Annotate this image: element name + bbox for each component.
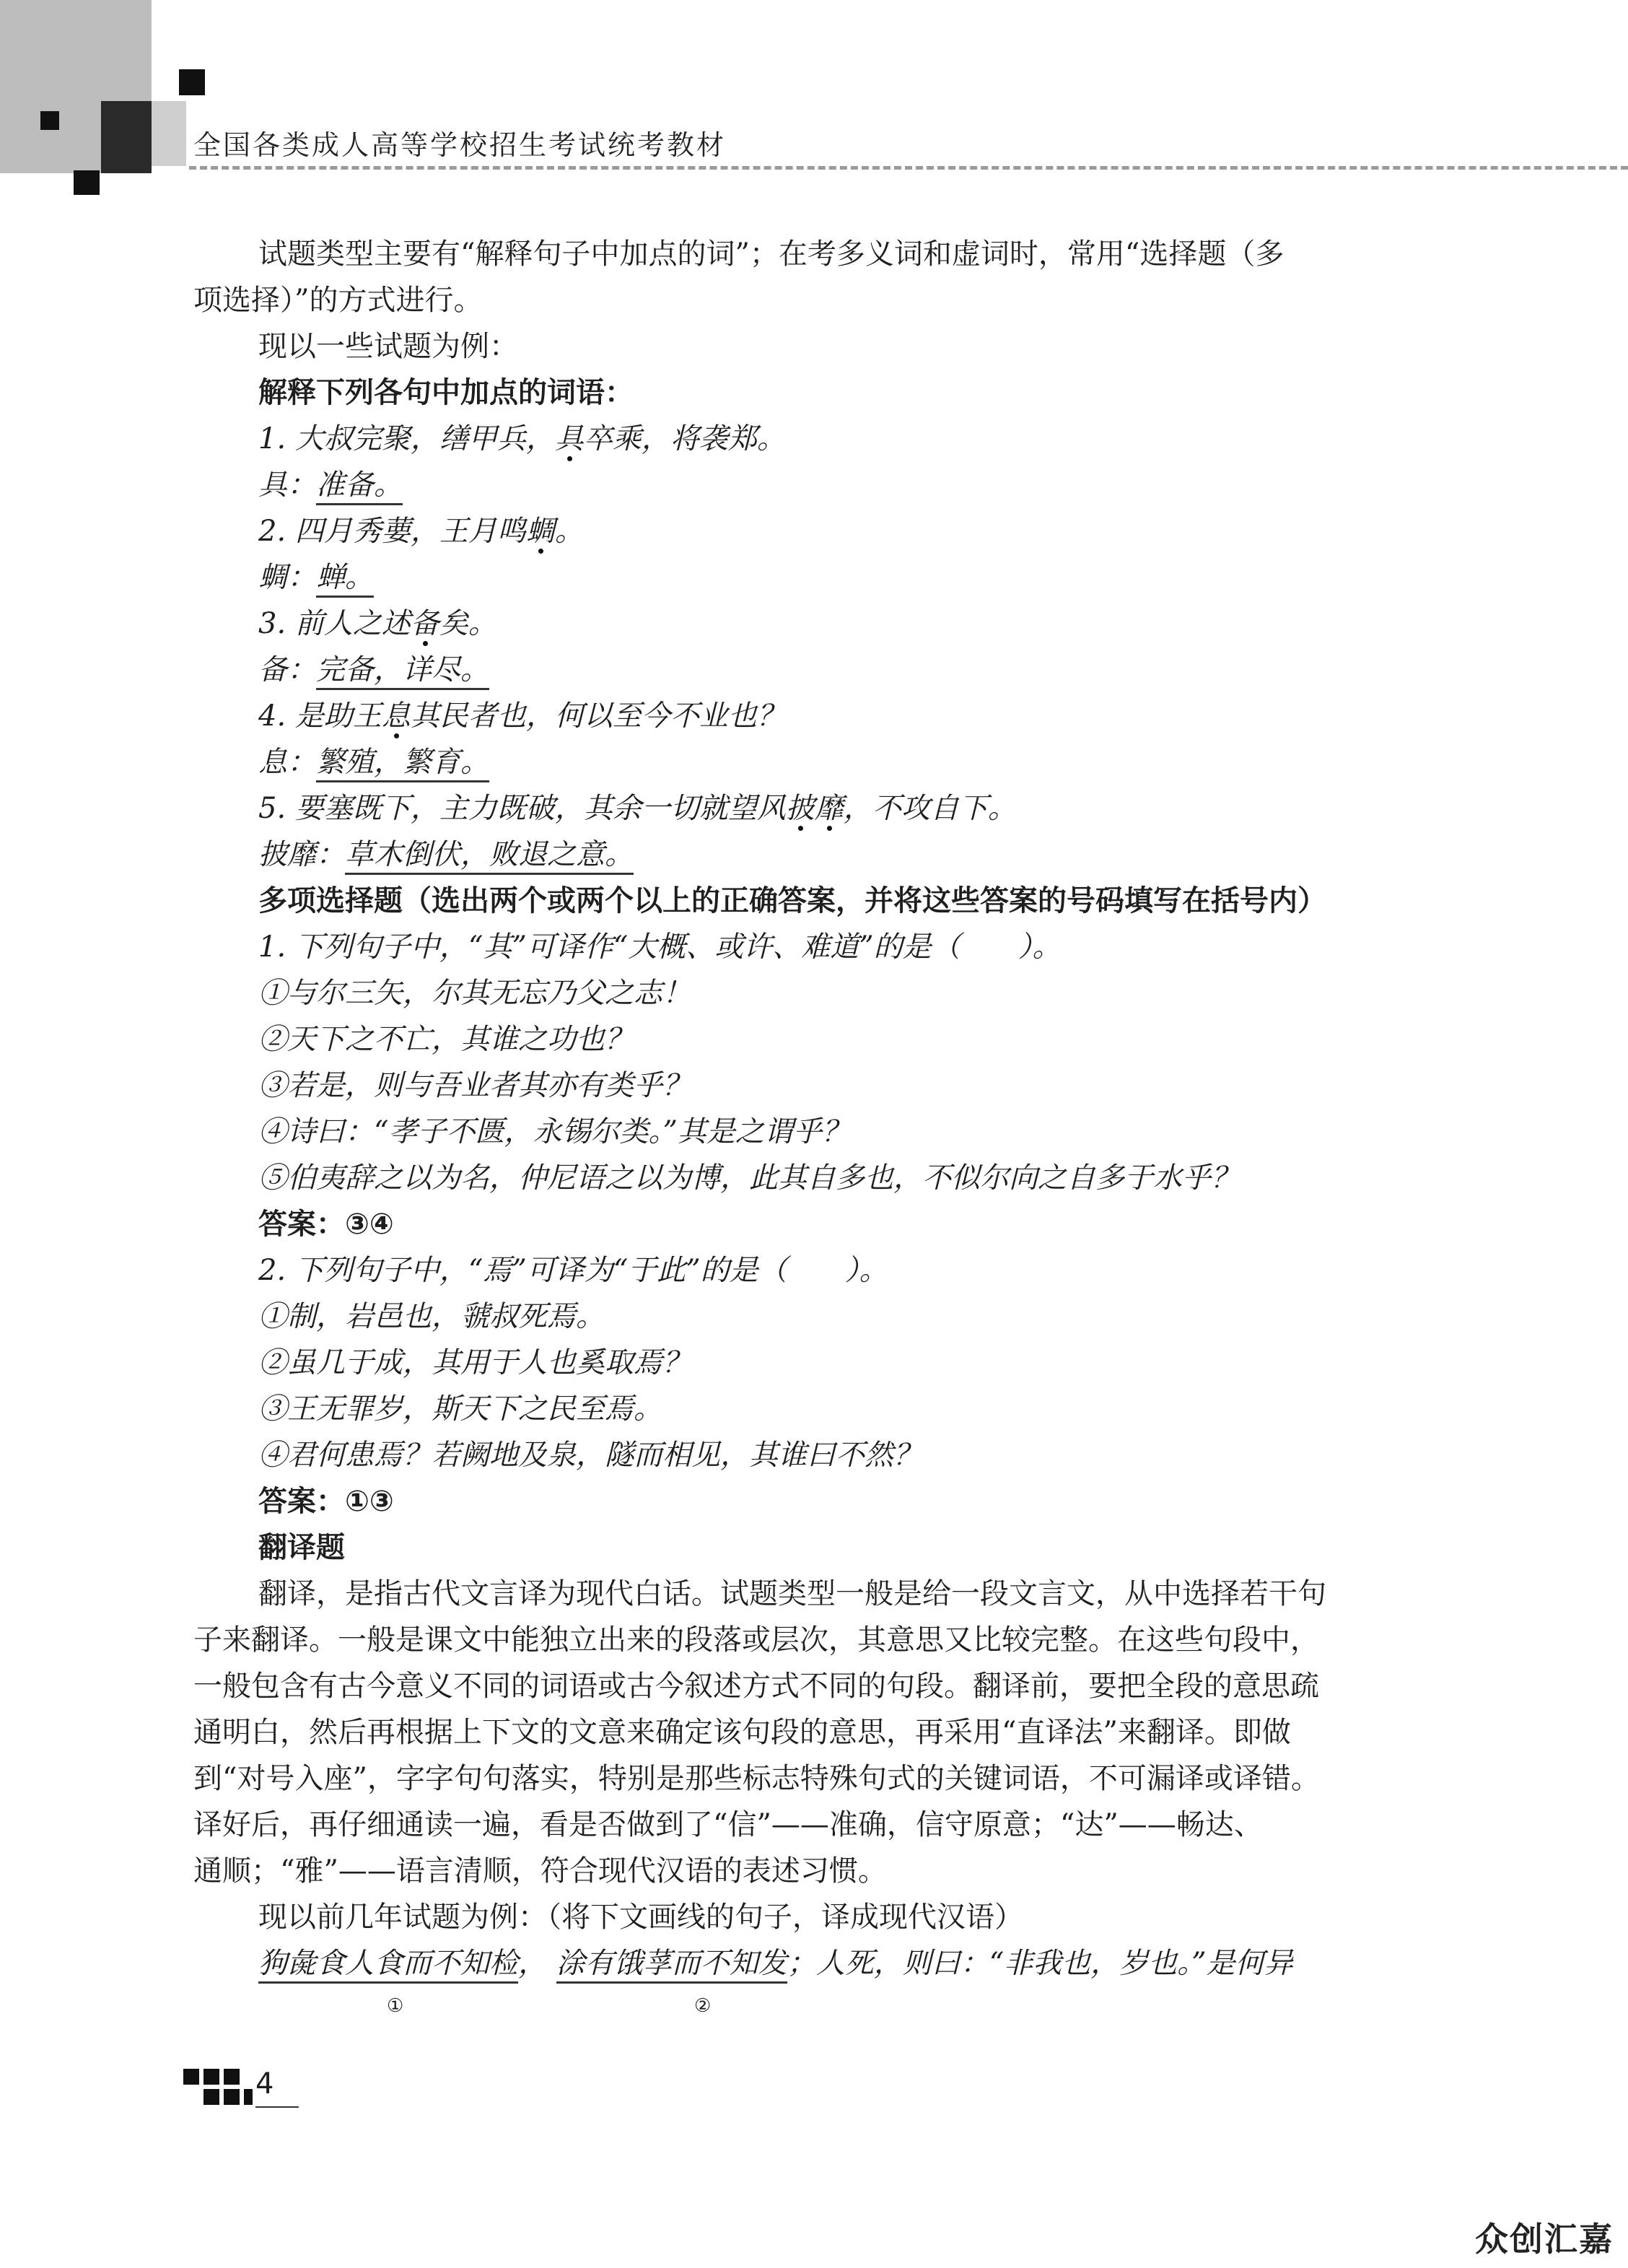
header-dashed-rule [189,166,1628,170]
footer-decoration-square [224,2089,240,2105]
underlined-sentence-2: 涂有饿莩而不知发 [556,1947,787,1984]
page-number: 4 [255,2067,274,2101]
paragraph-line: 一般包含有古今意义不同的词语或古今叙述方式不同的句段。翻译前，要把全段的意思疏 [193,1670,1319,1703]
question-line [258,785,1017,832]
footer-decoration-square [224,2069,240,2085]
paragraph-line: 通顺；“雅”——语言清顺，符合现代汉语的表述习惯。 [193,1854,887,1888]
paragraph-line: 译好后，再仔细通读一遍，看是否做到了“信”——准确，信守原意；“达”——畅达、 [193,1808,1263,1841]
example-passage-line [258,1940,1293,1986]
section-heading-multi: 多项选择题（选出两个或两个以上的正确答案，并将这些答案的号码填写在括号内） [258,884,1326,917]
answer-label: 备： [258,653,316,686]
answer-text: 草木倒伏，败退之意。 [345,838,634,875]
question-line [258,416,786,462]
watermark: 众创汇嘉 [1475,2220,1614,2259]
option-line: ②虽几于成，其用于人也奚取焉？ [258,1346,691,1379]
dotted-word: 蜩 [525,515,555,548]
option-line: ①与尔三矢，尔其无忘乃父之志！ [258,977,691,1010]
separator: ， [518,1947,547,1980]
sentence-marker-1: ① [387,1995,404,2017]
question-text: 2. 四月秀葽，王月鸣 [258,515,526,548]
footer-decoration-square [183,2069,199,2085]
header-decoration-square [179,69,205,95]
answer-line [258,462,403,508]
passage-text: ；人死，则曰：“非我也，岁也。”是何异 [787,1947,1293,1980]
question-text: 。 [554,515,584,548]
question-text: 3. 前人之述 [258,607,411,640]
question-text: 其民者也，何以至今不业也？ [410,699,786,733]
footer-decoration-square [204,2069,219,2085]
dotted-word: 息 [381,699,411,733]
answer-label: 披靡： [258,838,345,871]
dotted-word: 备 [410,607,439,640]
paragraph-line: 项选择）”的方式进行。 [193,284,483,317]
paragraph-line: 子来翻译。一般是课文中能独立出来的段落或层次，其意思又比较完整。在这些句段中， [193,1623,1319,1657]
option-line: ②天下之不亡，其谁之功也？ [258,1023,634,1056]
option-line: ③王无罪岁，斯天下之民至焉。 [258,1392,662,1426]
answer-text: 蝉。 [316,561,374,598]
answer-line [258,647,489,693]
dotted-word: 具 [554,422,584,455]
option-line: ⑤伯夷辞之以为名，仲尼语之以为博，此其自多也，不似尔向之自多于水乎？ [258,1161,1240,1195]
underlined-sentence-1: 狗彘食人食而不知检 [258,1947,518,1984]
paragraph-line: 通明白，然后再根据上下文的文意来确定该句段的意思，再采用“直译法”来翻译。即做 [193,1716,1291,1749]
header-decoration-square [74,170,100,195]
answer-text: 准备。 [316,468,403,505]
answer-line [258,739,489,785]
dotted-word: 靡 [814,792,844,825]
answer-line [258,554,374,601]
question-text: 矣。 [439,607,497,640]
page-number-rule [255,2106,299,2108]
option-line: ④君何患焉？若阙地及泉，隧而相见，其谁曰不然？ [258,1439,922,1472]
option-line: ③若是，则与吾业者其亦有类乎？ [258,1069,691,1102]
paragraph-line: 试题类型主要有“解释句子中加点的词”；在考多义词和虚词时，常用“选择题（多 [258,237,1285,271]
answer-line [258,832,634,878]
answer-text: 完备，详尽。 [316,653,489,690]
paragraph-line: 现以一些试题为例： [258,330,518,363]
question-text: 5. 要塞既下，主力既破，其余一切就望风 [258,792,786,825]
option-line: ①制，岩邑也，虢叔死焉。 [258,1300,605,1333]
section-heading-explain: 解释下列各句中加点的词语： [258,376,634,409]
dotted-word: 披 [785,792,815,825]
paragraph-line: 现以前几年试题为例：（将下文画线的句子，译成现代汉语） [258,1901,1023,1934]
section-heading-translate: 翻译题 [258,1531,345,1564]
paragraph-line: 翻译，是指古代文言译为现代白话。试题类型一般是给一段文言文，从中选择若干句 [258,1577,1326,1610]
footer-decoration-square [244,2089,253,2105]
paragraph-line: 到“对号入座”，字字句句落实，特别是那些标志特殊句式的关键词语，不可漏译或译错。 [193,1762,1320,1795]
question-text: 4. 是助王 [258,699,382,733]
answer-key: 答案：③④ [258,1208,394,1241]
answer-label: 具： [258,468,316,502]
question-stem: 2. 下列句子中，“焉”可译为“于此”的是（ ）。 [258,1254,888,1287]
option-line: ④诗曰：“孝子不匮，永锡尔类。”其是之谓乎？ [258,1115,851,1148]
header-decoration-square [40,111,59,130]
header-title: 全国各类成人高等学校招生考试统考教材 [193,129,727,161]
question-text: 1. 大叔完聚，缮甲兵， [258,422,555,455]
question-stem: 1. 下列句子中，“其”可译作“大概、或许、难道”的是（ ）。 [258,930,1062,964]
question-line [258,601,497,647]
header-decoration-block [152,101,186,166]
question-line [258,508,584,554]
answer-key: 答案：①③ [258,1485,394,1518]
question-text: ，不攻自下。 [843,792,1017,825]
question-text: 卒乘，将袭郑。 [583,422,786,455]
answer-label: 蜩： [258,561,316,594]
sentence-marker-2: ② [694,1995,712,2017]
question-line [258,693,786,739]
answer-label: 息： [258,746,316,779]
footer-decoration-square [204,2089,219,2105]
answer-text: 繁殖，繁育。 [316,746,489,782]
header-decoration-block [101,101,152,173]
